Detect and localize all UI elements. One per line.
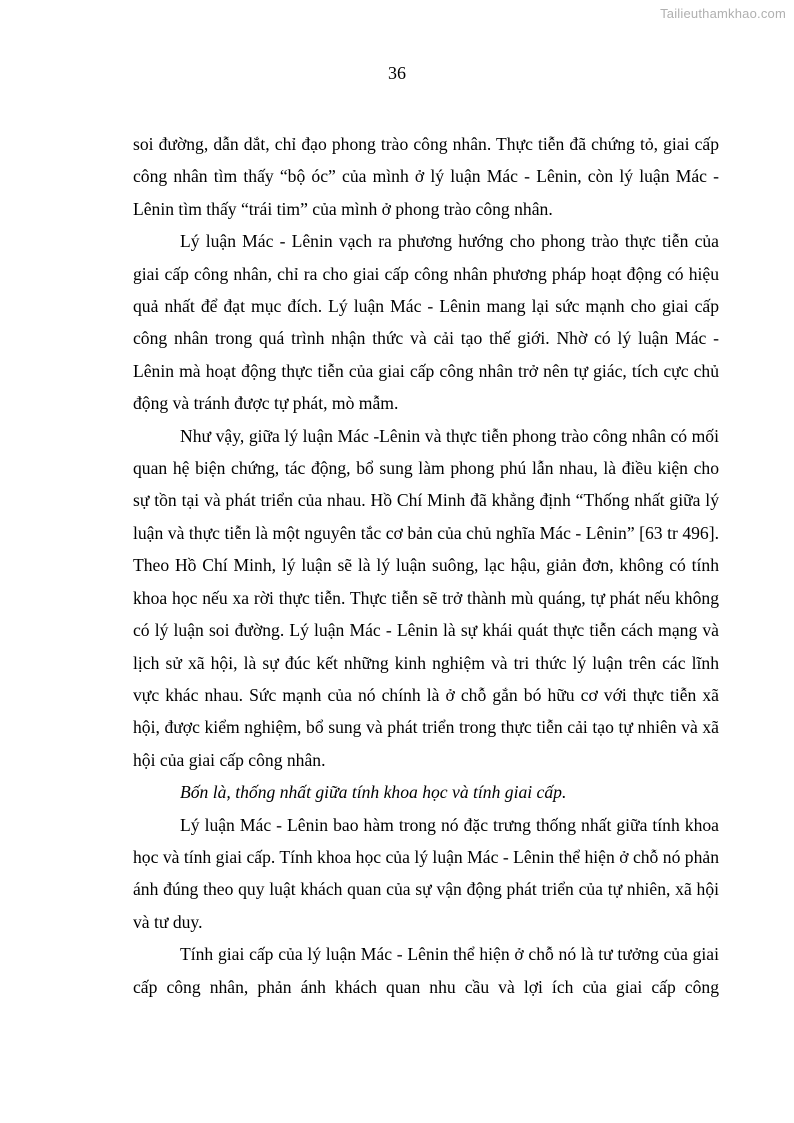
document-body xyxy=(133,128,719,1003)
section-heading: Bốn là, thống nhất giữa tính khoa học và tính giai cấp. xyxy=(180,782,567,803)
page-number: 36 xyxy=(388,63,406,83)
paragraph: soi đường, dẫn dắt, chỉ đạo phong trào công nhân. Thực tiễn đã chứng tỏ, giai cấp công nhân tìm thấy “bộ óc” của mình ở lý luận Mác - Lênin, còn lý luận Mác - Lênin tìm thấy “trái tim” của mình ở phong trào công nhân. xyxy=(133,134,719,219)
paragraph: Lý luận Mác - Lênin vạch ra phương hướng cho phong trào thực tiễn của giai cấp công nhân, chỉ ra cho giai cấp công nhân phương pháp hoạt động có hiệu quả nhất để đạt mục đích. Lý luận Mác - Lênin mang lại sức mạnh cho giai cấp công nhân trong quá trình nhận thức và cải tạo thế giới. Nhờ có lý luận Mác - Lênin mà hoạt động thực tiễn của giai cấp công nhân trở nên tự giác, tích cực chủ động và tránh được tự phát, mò mẫm. xyxy=(133,231,719,414)
paragraph: Lý luận Mác - Lênin bao hàm trong nó đặc trưng thống nhất giữa tính khoa học và tính giai cấp. Tính khoa học của lý luận Mác - Lênin thể hiện ở chỗ nó phản ánh đúng theo quy luật khách quan của sự vận động phát triển của tự nhiên, xã hội và tư duy. xyxy=(133,814,719,932)
paragraph: Tính giai cấp của lý luận Mác - Lênin thể hiện ở chỗ nó là tư tưởng của giai cấp công nhân, phản ánh khách quan nhu cầu và lợi ích của giai cấp công xyxy=(133,944,719,997)
watermark-text: Tailieuthamkhao.com xyxy=(660,6,786,21)
paragraph: Như vậy, giữa lý luận Mác -Lênin và thực tiễn phong trào công nhân có mối quan hệ biện chứng, tác động, bổ sung làm phong phú lẫn nhau, là điều kiện cho sự tồn tại và phát triển của nhau. Hồ Chí Minh đã khẳng định “Thống nhất giữa lý luận và thực tiễn là một nguyên tắc cơ bản của chủ nghĩa Mác - Lênin” [63 tr 496]. Theo Hồ Chí Minh, lý luận sẽ là lý luận suông, lạc hậu, giản đơn, không có tính khoa học nếu xa rời thực tiễn. Thực tiễn sẽ trở thành mù quáng, tự phát nếu không có lý luận soi đường. Lý luận Mác - Lênin là sự khái quát thực tiễn cách mạng và lịch sử xã hội, là sự đúc kết những kinh nghiệm và tri thức lý luận trên các lĩnh vực khác nhau. Sức mạnh của nó chính là ở chỗ gắn bó hữu cơ với thực tiễn xã hội, được kiểm nghiệm, bổ sung và phát triển trong thực tiễn cải tạo tự nhiên và xã hội của giai cấp công nhân. xyxy=(133,425,719,770)
